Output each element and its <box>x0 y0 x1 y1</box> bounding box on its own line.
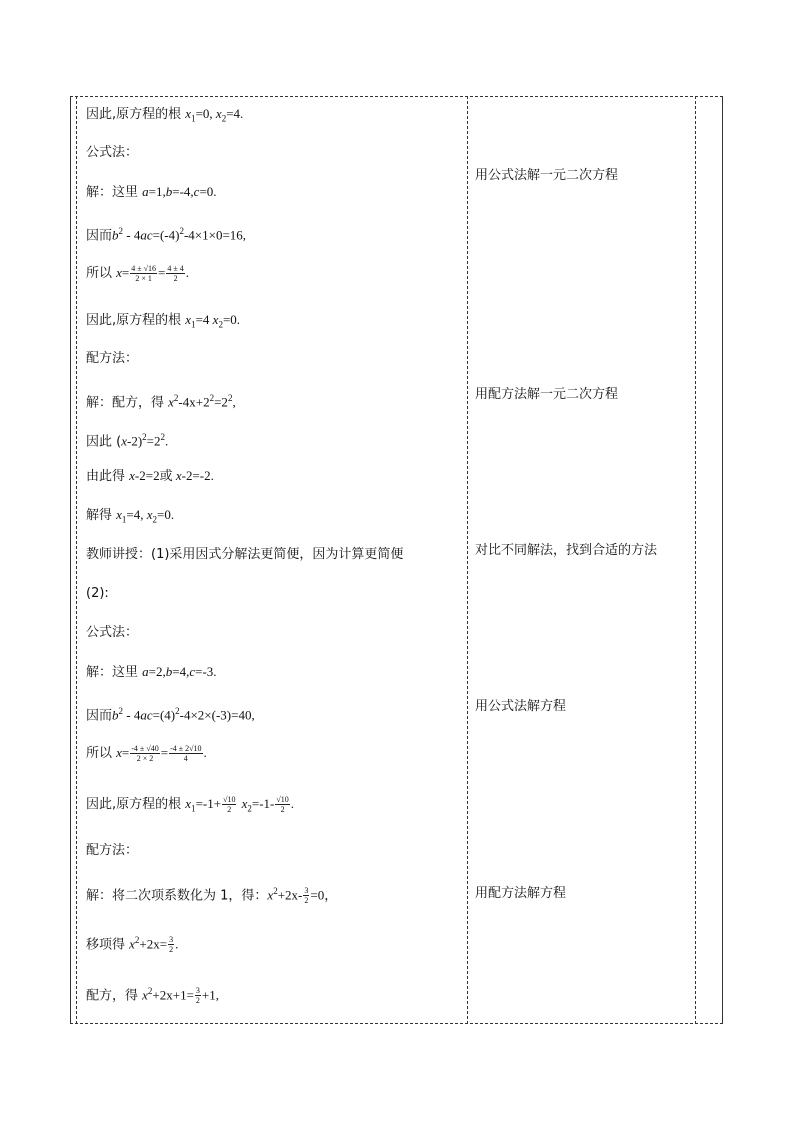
text-line: 因而$b^2 - 4ac=(4)^2-4\times 2\times(-3)=40$, <box>86 706 255 724</box>
formula-line: 所以 x= $\frac{4 \pm √16}{2 \times 1}$ = $\frac{4 \pm 4}{2}$ . <box>86 264 190 283</box>
fraction: $\frac{3}{2}$ <box>195 986 200 1006</box>
note-compare-methods: 对比不同解法，找到合适的方法 <box>475 543 658 558</box>
teacher-explanation: 教师讲授：(1)采用因式分解法更简便，因为计算更简便 <box>86 547 404 562</box>
formula-line: 配方，得 $x^2+2x+1=$ $\frac{3}{2}$ +1, <box>86 986 220 1006</box>
fraction: $\frac{3}{2}$ <box>304 886 309 906</box>
fraction: $\frac{-4 \pm √40}{2 \times 2}$ <box>131 744 159 763</box>
table-inner-left-line <box>76 96 77 1024</box>
note-formula-method: 用公式法解一元二次方程 <box>475 168 619 183</box>
formula-line: 解：将二次项系数化为 1，得：$x^2+2x-$ $\frac{3}{2}$ =0， <box>86 886 338 906</box>
text-line: 因此,原方程的根 $x_1=0$, $x_2=4$. <box>86 106 244 124</box>
text-line: 因此 $(x-2)^2=2^2$. <box>86 432 169 450</box>
fraction: $\frac{4 \pm 4}{2}$ <box>167 264 184 283</box>
text-line: 因此,原方程的根 $x_1=4$ $x_2=0$. <box>86 312 241 330</box>
section-heading: 公式法： <box>86 145 139 160</box>
formula-line: 移项得 $x^2+2x=$ $\frac{3}{2}$ . <box>86 935 179 955</box>
section-heading: 公式法： <box>86 625 139 640</box>
text-line: (2): <box>86 586 109 601</box>
fraction: $\frac{√10}{2}$ <box>223 795 236 814</box>
text-line: 解：配方，得 $x^2-4x+2^2=2^2$, <box>86 393 236 411</box>
table-right-border <box>722 96 723 1024</box>
formula-line: 因此,原方程的根 $x_1=-1+$ $\frac{√10}{2}$ $x_2=-1-$ $\frac{√10}{2}$ . <box>86 795 295 814</box>
fraction: $\frac{√10}{2}$ <box>276 795 289 814</box>
text-line: 解：这里 a=1,b=-4,c=0. <box>86 184 217 200</box>
text-line: 因而$b^2 - 4ac=(-4)^2-4\times 1\times 0=16$, <box>86 226 247 244</box>
formula-line: 所以 x= $\frac{-4 \pm √40}{2 \times 2}$ = $\frac{-4 \pm 2√10}{4}$ . <box>86 744 207 763</box>
note-formula-solve: 用公式法解方程 <box>475 699 567 714</box>
table-bottom-border <box>70 1023 723 1024</box>
fraction: $\frac{4 \pm √16}{2 \times 1}$ <box>131 264 157 283</box>
table-inner-right-line <box>695 96 696 1024</box>
section-heading: 配方法： <box>86 351 139 366</box>
table-left-border <box>70 96 71 1024</box>
table-column-divider <box>467 96 468 1024</box>
note-completing-square: 用配方法解一元二次方程 <box>475 387 619 402</box>
text-line: 由此得 x-2=2或 x-2=-2. <box>86 468 214 484</box>
note-square-solve: 用配方法解方程 <box>475 886 567 901</box>
text-line: 解得 $x_1=4$, $x_2=0$. <box>86 507 175 525</box>
fraction: $\frac{-4 \pm 2√10}{4}$ <box>170 744 202 763</box>
section-heading: 配方法： <box>86 843 139 858</box>
text-line: 解：这里 a=2,b=4,c=-3. <box>86 664 217 680</box>
fraction: $\frac{3}{2}$ <box>169 935 174 955</box>
table-top-border <box>70 96 723 97</box>
